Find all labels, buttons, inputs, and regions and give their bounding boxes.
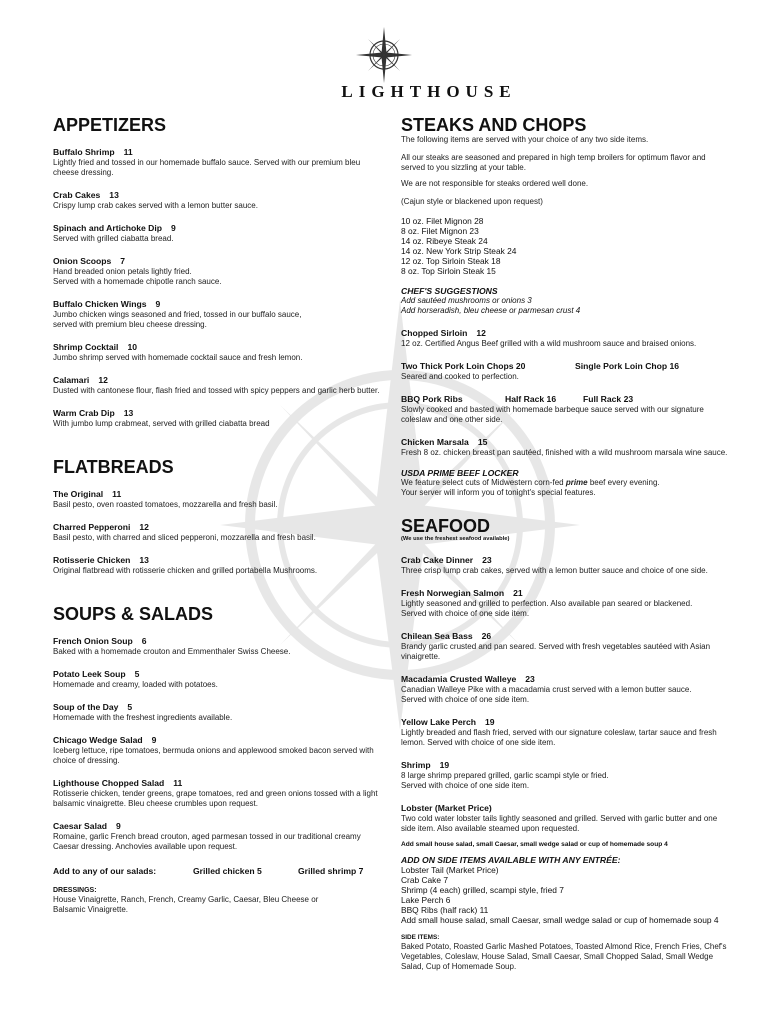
menu-item-pork	[401, 361, 731, 382]
item-price: 11	[173, 778, 183, 788]
item-name: French Onion Soup	[53, 636, 133, 646]
item-desc: Homemade with the freshest ingredients available.	[53, 713, 233, 722]
item-desc: Basil pesto, with charred and sliced pepperoni, mozzarella and fresh basil.	[53, 533, 316, 542]
usda-prime: prime	[565, 478, 588, 487]
item-name: Chicago Wedge Salad	[53, 735, 143, 745]
item-name: Warm Crab Dip	[53, 408, 115, 418]
pork-double: Two Thick Pork Loin Chops 20	[401, 361, 526, 371]
item-desc: Seared and cooked to perfection.	[401, 372, 519, 381]
list-item: Add small house salad, small Caesar, small wedge salad or cup of homemade soup 4	[401, 915, 719, 925]
menu-item	[53, 778, 383, 809]
seafood-list	[401, 555, 731, 834]
item-price: 5	[134, 669, 140, 679]
item-name: Lobster (Market Price)	[401, 803, 492, 813]
item-price: 6	[141, 636, 147, 646]
list-item: 14 oz. Ribeye Steak 24	[401, 236, 488, 246]
chef-suggestion: Add sautéed mushrooms or onions 3	[401, 296, 532, 305]
item-desc: Romaine, garlic French bread crouton, aged parmesan tossed in our traditional creamy Caesar dressing. Anchovies available upon request.	[53, 832, 361, 851]
item-price: 12	[139, 522, 149, 532]
soups-salads-section	[53, 604, 383, 915]
item-name: Spinach and Artichoke Dip	[53, 223, 163, 233]
item-desc: With jumbo lump crabmeat, served with grilled ciabatta bread	[53, 419, 270, 428]
item-name: Onion Scoops	[53, 256, 112, 266]
menu-item	[53, 489, 383, 510]
item-price: 19	[439, 760, 450, 770]
compass-logo-icon	[354, 26, 414, 84]
salad-addons	[53, 866, 383, 876]
ribs-full: Full Rack 23	[583, 394, 634, 404]
item-name: Chicken Marsala	[401, 437, 469, 447]
pork-single: Single Pork Loin Chop 16	[575, 361, 680, 371]
addon-label: Add to any of our salads:	[53, 866, 157, 876]
steaks-note: All our steaks are seasoned and prepared in high temp broilers for optimum flavor and served to you sizzling at your table.	[401, 153, 706, 172]
item-name: Yellow Lake Perch	[401, 717, 476, 727]
item-price: 9	[151, 735, 157, 745]
item-price: 26	[481, 631, 492, 641]
left-column	[53, 115, 383, 937]
addon-title: ADD ON SIDE ITEMS AVAILABLE WITH ANY ENTRÉE:	[401, 855, 621, 865]
menu-item	[53, 375, 383, 396]
steak-cuts	[401, 216, 731, 276]
steaks-note: We are not responsible for steaks ordered well done.	[401, 179, 589, 188]
sides-title: SIDE ITEMS:	[401, 934, 440, 941]
item-name: Potato Leek Soup	[53, 669, 126, 679]
section-title: FLATBREADS	[53, 457, 174, 477]
menu-item	[53, 342, 383, 363]
item-desc: Lightly fried and tossed in our homemade buffalo sauce. Served with our premium bleu cheese dressing.	[53, 158, 361, 177]
item-price: 23	[482, 555, 492, 565]
addon-shrimp: Grilled shrimp 7	[298, 866, 364, 876]
usda-text-part: beef every evening.	[587, 478, 660, 487]
item-name: Calamari	[53, 375, 90, 385]
list-item: Lake Perch 6	[401, 895, 451, 905]
appetizers-section	[53, 115, 383, 429]
item-name: Macadamia Crusted Walleye	[401, 674, 517, 684]
item-price: 11	[112, 489, 122, 499]
menu-item	[53, 190, 383, 211]
menu-item	[401, 588, 731, 619]
item-price: 19	[485, 717, 495, 727]
item-name: Buffalo Chicken Wings	[53, 299, 147, 309]
menu-item	[53, 669, 383, 690]
item-price: 9	[155, 299, 161, 309]
item-price: 13	[139, 555, 149, 565]
menu-item-marsala	[401, 437, 731, 458]
appetizers-list	[53, 147, 383, 429]
seafood-section	[401, 516, 731, 972]
section-title: SEAFOOD	[401, 516, 491, 536]
item-desc: Slowly cooked and basted with homemade barbeque sauce served with our signature coleslaw and one other side.	[401, 405, 704, 424]
item-name: Charred Pepperoni	[53, 522, 131, 532]
list-item: 12 oz. Top Sirloin Steak 18	[401, 256, 501, 266]
item-price: 12	[98, 375, 108, 385]
menu-item	[53, 555, 383, 576]
steaks-list	[401, 328, 731, 349]
item-desc: Rotisserie chicken, tender greens, grape tomatoes, red and green onions tossed with a light balsamic vinaigrette. Bleu cheese crumbles upon request.	[53, 789, 378, 808]
item-desc: Lightly seasoned and grilled to perfection. Also available pan seared or blackened. Served with choice of one side item.	[401, 599, 693, 618]
usda-title: USDA PRIME BEEF LOCKER	[401, 468, 519, 478]
list-item: Shrimp (4 each) grilled, scampi style, fried 7	[401, 885, 564, 895]
item-name: Caesar Salad	[53, 821, 107, 831]
usda-text	[401, 478, 731, 488]
item-desc: Canadian Walleye Pike with a macadamia crust served with a lemon butter sauce. Served with choice of one side item.	[401, 685, 692, 704]
item-desc: Fresh 8 oz. chicken breast pan sautéed, finished with a wild mushroom marsala wine sauce.	[401, 448, 728, 457]
item-name: Chopped Sirloin	[401, 328, 468, 338]
menu-item	[53, 147, 383, 178]
section-title: SOUPS & SALADS	[53, 604, 214, 624]
item-desc: 12 oz. Certified Angus Beef grilled with a wild mushroom sauce and braised onions.	[401, 339, 697, 348]
section-title: STEAKS AND CHOPS	[401, 115, 587, 135]
item-desc: Crispy lump crab cakes served with a lemon butter sauce.	[53, 201, 258, 210]
menu-item	[401, 803, 731, 834]
item-price: 13	[123, 408, 134, 418]
seafood-small-note: Add small house salad, small Caesar, small wedge salad or cup of homemade soup 4	[401, 841, 668, 848]
item-desc: Original flatbread with rotisserie chicken and grilled portabella Mushrooms.	[53, 566, 318, 575]
item-desc: Two cold water lobster tails lightly seasoned and grilled. Served with garlic butter and one side item. Also available steamed upon requested.	[401, 814, 718, 833]
list-item: 8 oz. Filet Mignon 23	[401, 226, 479, 236]
item-name: Crab Cake Dinner	[401, 555, 474, 565]
chef-suggestions-title: CHEF'S SUGGESTIONS	[401, 286, 498, 296]
item-name: Crab Cakes	[53, 190, 101, 200]
usda-text-part: We feature select cuts of Midwestern corn-fed	[401, 478, 566, 487]
flatbreads-section	[53, 457, 383, 576]
menu-item	[53, 408, 383, 429]
item-price: 15	[477, 437, 488, 447]
item-name: Buffalo Shrimp	[53, 147, 115, 157]
item-name: Lighthouse Chopped Salad	[53, 778, 165, 788]
list-item: 8 oz. Top Sirloin Steak 15	[401, 266, 496, 276]
menu-item	[53, 735, 383, 766]
list-item: 14 oz. New York Strip Steak 24	[401, 246, 517, 256]
item-price: 5	[127, 702, 133, 712]
list-item: 10 oz. Filet Mignon 28	[401, 216, 484, 226]
menu-item	[53, 223, 383, 244]
flatbreads-list	[53, 489, 383, 576]
dressings-text: House Vinaigrette, Ranch, French, Creamy Garlic, Caesar, Bleu Cheese or Balsamic Vinaigrette.	[53, 895, 319, 914]
item-desc: Baked with a homemade crouton and Emmenthaler Swiss Cheese.	[53, 647, 291, 656]
seafood-subtitle: (We use the freshest seafood available)	[401, 536, 510, 542]
addon-chicken: Grilled chicken 5	[193, 866, 262, 876]
right-column	[401, 115, 731, 972]
item-price: 11	[123, 147, 133, 157]
menu-item	[401, 631, 731, 662]
menu-item	[401, 760, 731, 791]
item-name: Rotisserie Chicken	[53, 555, 131, 565]
menu-item	[53, 636, 383, 657]
item-desc: Jumbo chicken wings seasoned and fried, tossed in our buffalo sauce, served with premium bleu cheese dressing.	[53, 310, 302, 329]
item-price: 21	[513, 588, 523, 598]
item-price: 7	[120, 256, 126, 266]
menu-item	[53, 702, 383, 723]
item-price: 13	[109, 190, 119, 200]
item-price: 9	[115, 821, 121, 831]
usda-text: Your server will inform you of tonight's special features.	[401, 488, 596, 497]
ribs-half: Half Rack 16	[505, 394, 557, 404]
steaks-note: (Cajun style or blackened upon request)	[401, 197, 543, 206]
dressings-title: DRESSINGS:	[53, 887, 97, 894]
item-price: 12	[476, 328, 486, 338]
soups-list	[53, 636, 383, 852]
menu-item	[53, 256, 383, 287]
item-price: 23	[525, 674, 535, 684]
list-item: BBQ Ribs (half rack) 11	[401, 905, 489, 915]
menu-item	[401, 328, 731, 349]
item-price: 9	[171, 223, 176, 233]
section-title: APPETIZERS	[53, 115, 167, 135]
item-name: Chilean Sea Bass	[401, 631, 473, 641]
item-desc: Lightly breaded and flash fried, served with our signature coleslaw, tartar sauce and fresh lemon. Served with choice of one side item.	[401, 728, 717, 747]
item-desc: Basil pesto, oven roasted tomatoes, mozzarella and fresh basil.	[53, 500, 278, 509]
item-desc: Three crisp lump crab cakes, served with a lemon butter sauce and choice of one side.	[401, 566, 708, 575]
menu-item	[401, 555, 731, 576]
header	[0, 26, 768, 102]
item-desc: Jumbo shrimp served with homemade cocktail sauce and fresh lemon.	[53, 353, 303, 362]
item-desc: Hand breaded onion petals lightly fried. Served with a homemade chipotle ranch sauce.	[53, 267, 222, 286]
chef-suggestion: Add horseradish, bleu cheese or parmesan crust 4	[401, 306, 581, 315]
item-desc: Served with grilled ciabatta bread.	[53, 234, 174, 243]
steaks-section	[401, 115, 731, 498]
item-desc: Iceberg lettuce, ripe tomatoes, bermuda onions and applewood smoked bacon served with choice of dressing.	[53, 746, 374, 765]
item-name: The Original	[53, 489, 104, 499]
item-name: Shrimp	[401, 760, 431, 770]
menu-item	[401, 717, 731, 748]
ribs-name: BBQ Pork Ribs	[401, 394, 463, 404]
item-name: Soup of the Day	[53, 702, 119, 712]
brand-name: LIGHTHOUSE	[341, 82, 517, 101]
menu-item	[53, 522, 383, 543]
item-desc: Dusted with cantonese flour, flash fried and tossed with spicy peppers and garlic herb butter.	[53, 386, 380, 395]
steaks-intro: The following items are served with your choice of any two side items.	[401, 135, 649, 144]
item-desc: 8 large shrimp prepared grilled, garlic scampi style or fried. Served with choice of one side item.	[401, 771, 609, 790]
list-item: Lobster Tail (Market Price)	[401, 865, 499, 875]
list-item: Crab Cake 7	[401, 875, 449, 885]
item-name: Shrimp Cocktail	[53, 342, 119, 352]
sides-text: Baked Potato, Roasted Garlic Mashed Potatoes, Toasted Almond Rice, French Fries, Chef's Vegetables, Coleslaw, House Salad, Small Caesar, Small Chopped Salad, Small Wedge Salad, Cup of Homemade Soup.	[401, 942, 727, 971]
item-desc: Brandy garlic crusted and pan seared. Served with fresh vegetables sautéed with Asian vinaigrette.	[401, 642, 711, 661]
menu-item	[53, 299, 383, 330]
menu-item	[53, 821, 383, 852]
menu-item-ribs	[401, 394, 731, 425]
item-name: Fresh Norwegian Salmon	[401, 588, 505, 598]
addon-list	[401, 865, 731, 925]
item-price: 10	[127, 342, 137, 352]
item-desc: Homemade and creamy, loaded with potatoes.	[53, 680, 218, 689]
menu-item	[401, 674, 731, 705]
